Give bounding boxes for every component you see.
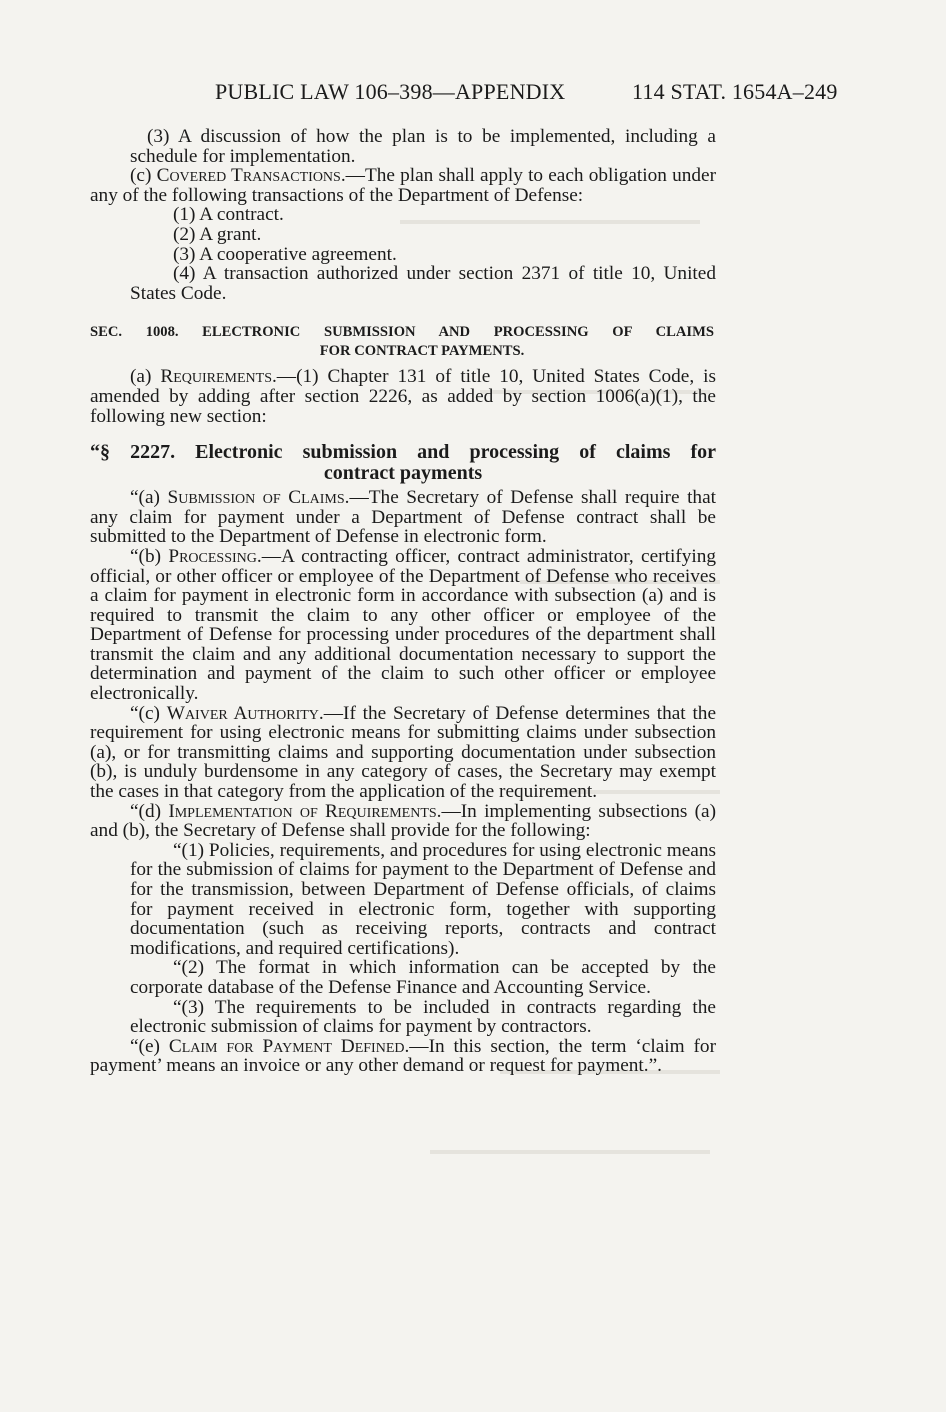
subsection-d-item-2: “(2) The format in which information can be accepted by the corporate database of the Defense Finance and Accounting Service. (130, 957, 716, 998)
subsection-c (90, 704, 716, 802)
paragraph-b3: (3) A discussion of how the plan is to be implemented, including a schedule for implementation. (130, 126, 716, 167)
subsection-d-item-1: “(1) Policies, requirements, and procedures for using electronic means for the submission of claims for payment to the Department of Defense and for the transmission, between Department of Defense officials, of claims for payment received in electronic form, together with supporting documentation (such as receiving reports, contracts and contract modifications, and required certifications). (130, 839, 716, 959)
running-head-right: 114 STAT. 1654A–249 (632, 79, 838, 104)
subsection-d-heading: Implementation of Requirements (168, 800, 437, 822)
paragraph-a-prefix: (a) (130, 366, 161, 388)
new-section-heading-line-2: contract payments (323, 462, 483, 485)
paragraph-c-heading: Covered Transactions (156, 165, 341, 187)
subsection-b-prefix: “(b) (130, 545, 169, 567)
running-head (215, 79, 855, 105)
subsection-c-prefix: “(c) (130, 702, 167, 724)
list-item-3: (3) A cooperative agreement. (173, 243, 397, 265)
section-heading (90, 323, 716, 361)
subsection-d (90, 802, 716, 841)
list-item-1: (1) A contract. (173, 204, 284, 226)
subsection-e-prefix: “(e) (130, 1035, 169, 1057)
running-head-left: PUBLIC LAW 106–398—APPENDIX (215, 79, 566, 104)
new-section-heading-line-1: “§ 2227. Electronic submission and processing of claims for (90, 441, 716, 464)
subsection-c-text: .—If the Secretary of Defense determines that the requirement for using electronic means for submitting claims under subsection (a), or for transmitting claims and supporting documentation under subsection (b), is unduly burdensome in any category of cases, the Secretary may exempt the cases in that category from the application of the requirement. (90, 702, 716, 803)
subsection-a (90, 488, 716, 547)
subsection-d-prefix: “(d) (130, 800, 169, 822)
section-heading-line-1: SEC. 1008. ELECTRONIC SUBMISSION AND PROCESSING OF CLAIMS (90, 324, 714, 341)
paragraph-a (90, 367, 716, 426)
subsection-a-text: .—The Secretary of Defense shall require that any claim for payment under a Department of Defense contract shall be submitted to the Department of Defense in electronic form. (90, 487, 716, 548)
new-section-heading (90, 442, 716, 484)
subsection-b-text: .—A contracting officer, contract administrator, certifying official, or other officer or employee of the Department of Defense who receives a claim for payment in electronic form in accordance with subsection (a) and is required to transmit the claim to any other officer or employee of the Department of Defense for processing under procedures of the department shall transmit the claim and any additional documentation necessary to support the determination and payment of the claim to such other officer or employee electronically. (90, 545, 716, 705)
section-heading-line-2: FOR CONTRACT PAYMENTS. (319, 343, 525, 360)
subsection-b-heading: Processing (168, 545, 257, 567)
subsection-d-text: .—In implementing subsections (a) and (b), the Secretary of Defense shall provide for the following: (90, 800, 716, 842)
subsection-e (90, 1037, 716, 1076)
paragraph-c-prefix: (c) (130, 165, 157, 187)
subsection-d-item-3: “(3) The requirements to be included in contracts regarding the electronic submission of claims for payment by contractors. (130, 996, 716, 1038)
document-body (90, 127, 716, 1076)
paragraph-a-text: .—(1) Chapter 131 of title 10, United States Code, is amended by adding after section 2226, as added by section 1006(a)(1), the following new section: (90, 366, 716, 427)
paragraph-c-text: .—The plan shall apply to each obligation under any of the following transactions of the Department of Defense: (90, 165, 716, 206)
subsection-a-prefix: “(a) (130, 487, 168, 509)
list-item-4: (4) A transaction authorized under section 2371 of title 10, United States Code. (130, 263, 716, 304)
subsection-e-heading: Claim for Payment Defined (168, 1035, 405, 1057)
list-item-2: (2) A grant. (173, 223, 262, 245)
subsection-b (90, 547, 716, 704)
paragraph-a-heading: Requirements (160, 366, 272, 388)
subsection-c-heading: Waiver Authority (166, 702, 319, 724)
paragraph-c (90, 166, 716, 205)
subsection-a-heading: Submission of Claims (167, 487, 345, 509)
subsection-e-text: .—In this section, the term ‘claim for payment’ means an invoice or any other demand or request for payment.”. (90, 1035, 716, 1077)
